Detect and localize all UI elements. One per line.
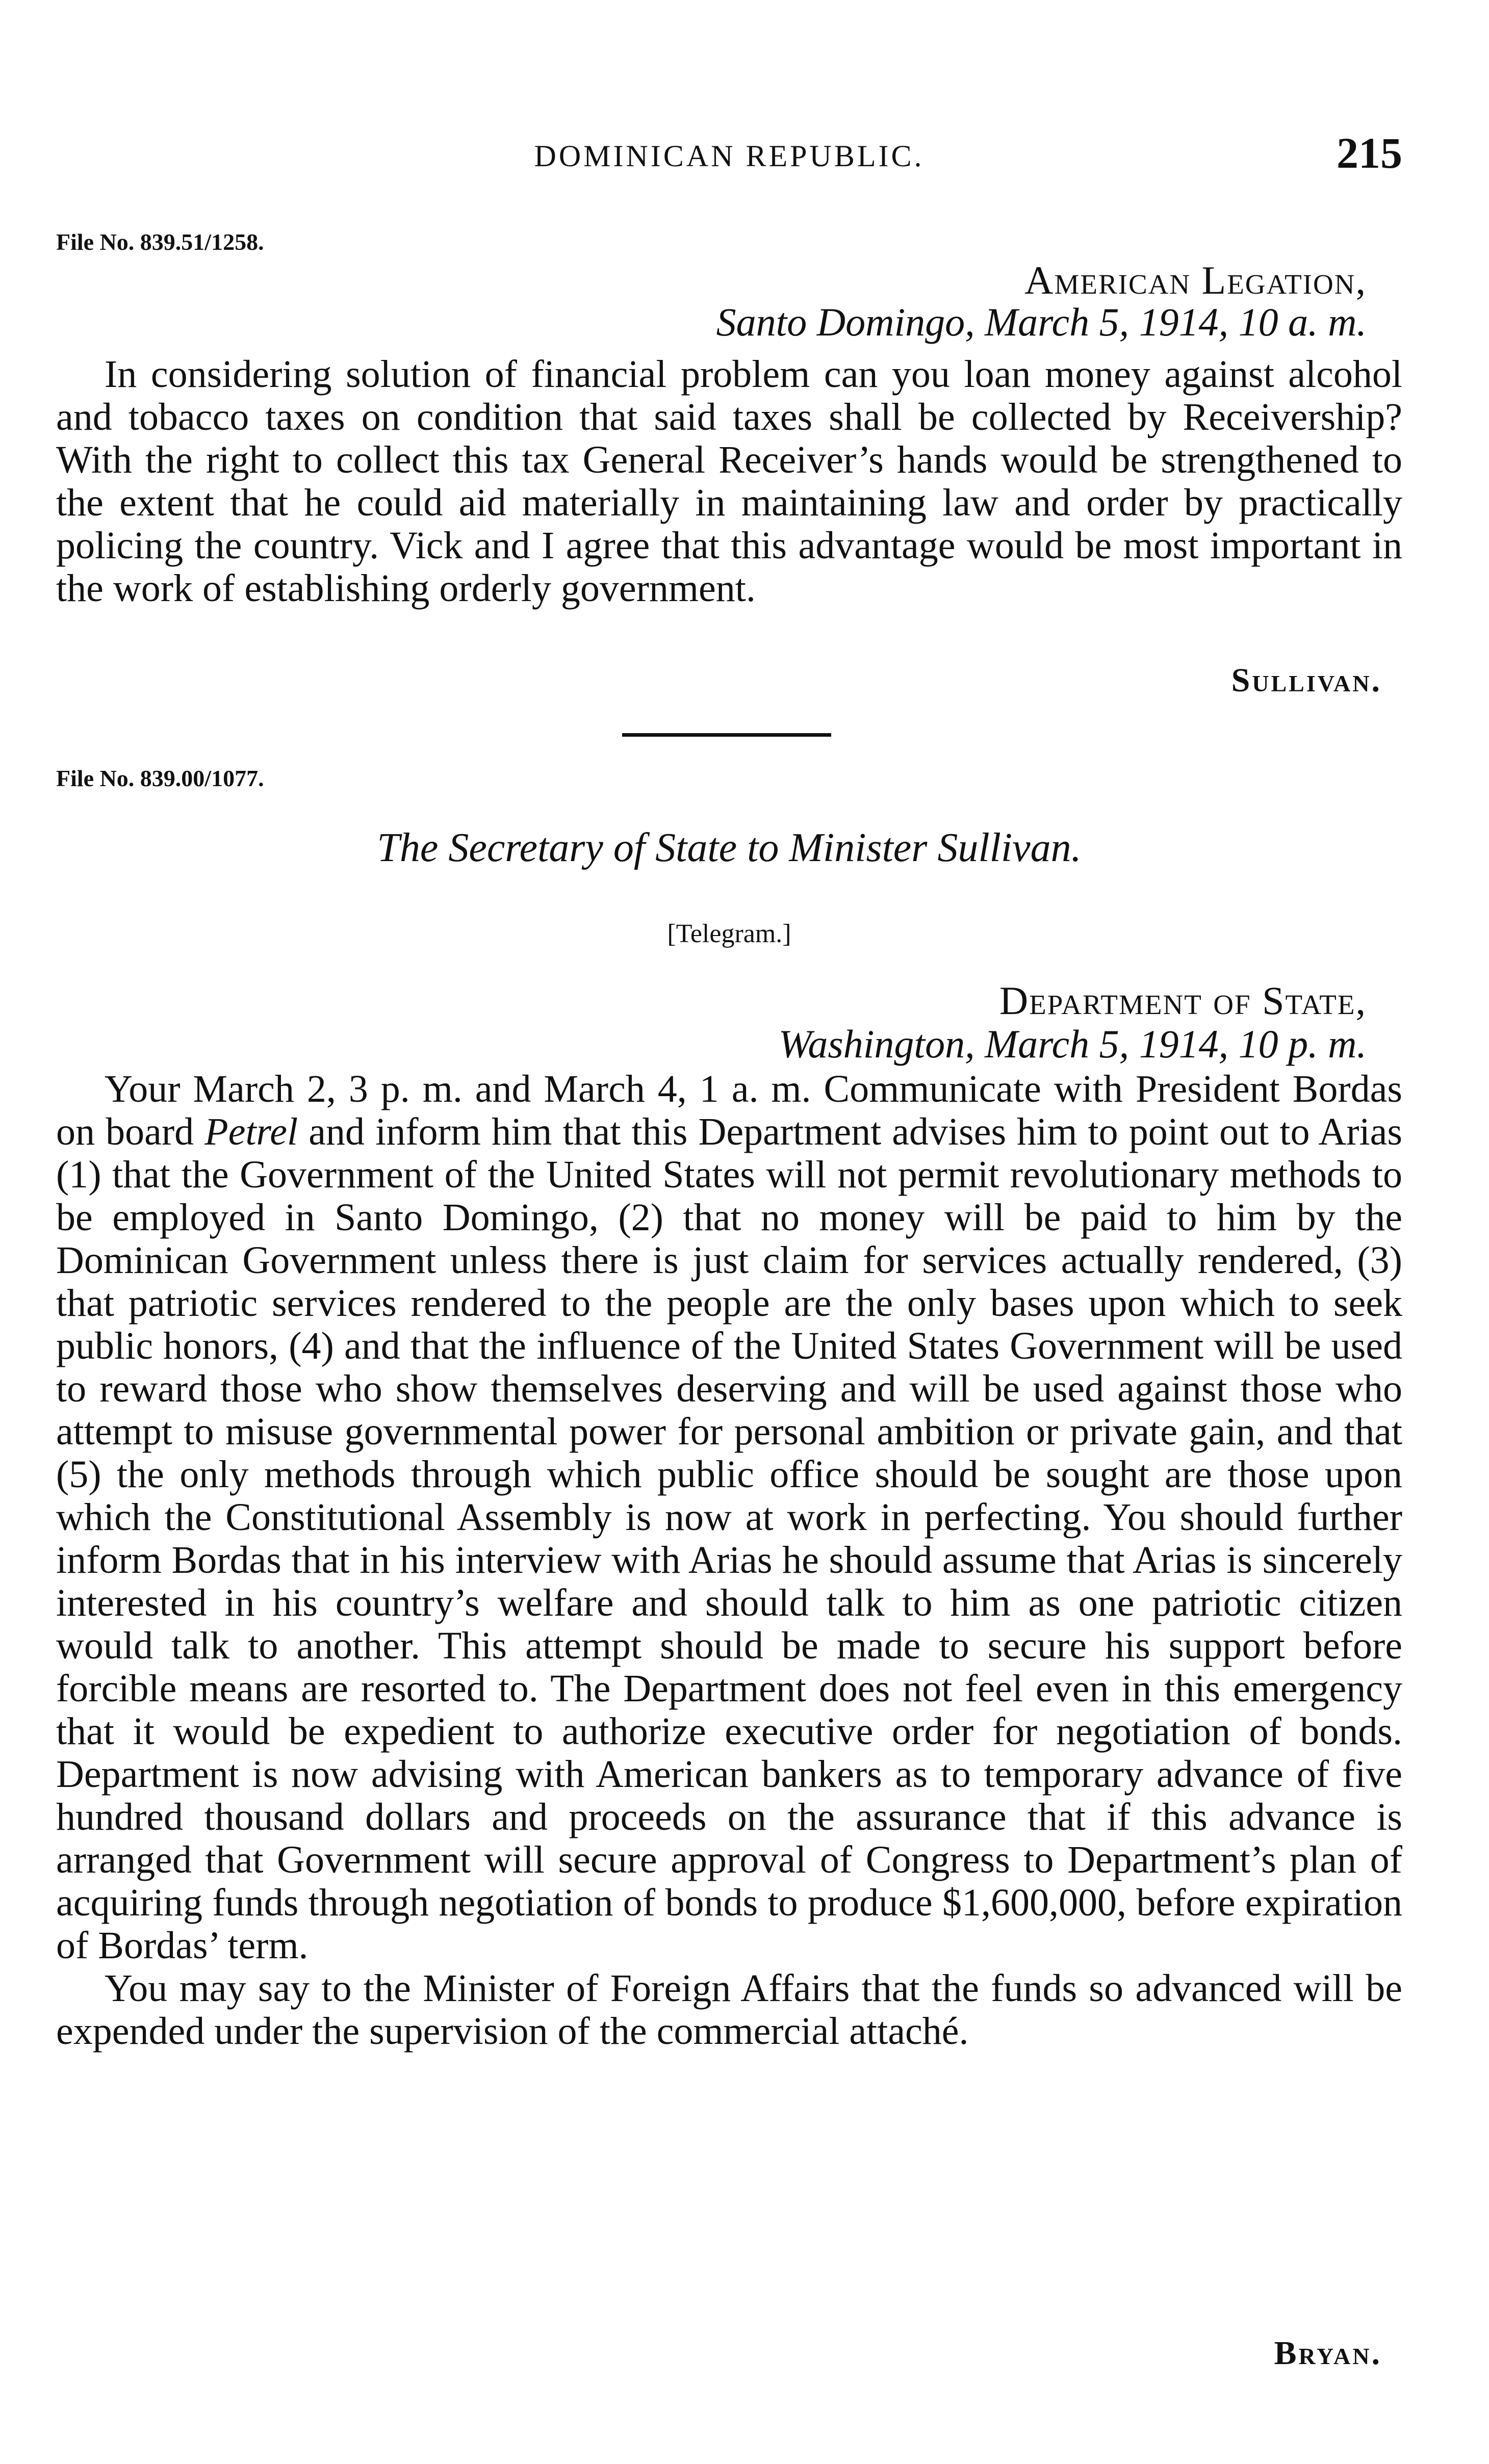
document-title: The Secretary of State to Minister Sullivan. (377, 825, 1082, 870)
page-number: 215 (1337, 128, 1402, 177)
file-number-2: File No. 839.00/1077. (56, 765, 264, 791)
document-page (56, 0, 1402, 2464)
section-divider (622, 733, 831, 737)
file-number-1: File No. 839.51/1258. (56, 229, 264, 255)
department-heading: Department of State, (999, 978, 1367, 1023)
running-title: DOMINICAN REPUBLIC. (534, 139, 925, 173)
message-body-2 (56, 1068, 1402, 2053)
telegram-note: [Telegram.] (667, 919, 791, 948)
ship-name: Petrel (204, 1110, 298, 1153)
paragraph: You may say to the Minister of Foreign Affairs that the funds so advanced will be expended under the supervision of the commercial attaché. (56, 1967, 1402, 2053)
message-body-1 (56, 353, 1402, 610)
dateline-1: Santo Domingo, March 5, 1914, 10 a. m. (716, 300, 1367, 344)
dateline-2: Washington, March 5, 1914, 10 p. m. (778, 1022, 1367, 1066)
paragraph: Your March 2, 3 p. m. and March 4, 1 a. m. Communicate with President Bordas on board Petrel and inform him that this Department advises him to point out to Arias (1) that the Government of the United States will not permit revolutionary methods to be employed in Santo Domingo, (2) that no money will be paid to him by the Dominican Government unless there is just claim for services actually rendered, (3) that patriotic services rendered to the people are the only bases upon which to seek public honors, (4) and that the influence of the United States Government will be used to reward those who show themselves deserving and will be used against those who attempt to misuse governmental power for personal ambition or private gain, and that (5) the only methods through which public office should be sought are those upon which the Constitutional Assembly is now at work in perfecting. You should further inform Bordas that in his interview with Arias he should assume that Arias is sincerely interested in his country’s welfare and should talk to him as one patriotic citizen would talk to another. This attempt should be made to secure his support before forcible means are resorted to. The Department does not feel even in this emergency that it would be expedient to authorize executive order for negotiation of bonds. Department is now advising with American bankers as to temporary advance of five hundred thousand dollars and proceeds on the assurance that if this advance is arranged that Government will secure approval of Congress to Department’s plan of acquiring funds through negotiation of bonds to produce $1,600,000, before expiration of Bordas’ term. (56, 1068, 1402, 1967)
running-head (56, 127, 1402, 178)
signature-sullivan: Sullivan. (1231, 662, 1382, 699)
signature-bryan: Bryan. (1274, 2335, 1382, 2372)
paragraph: In considering solution of financial problem can you loan money against alcohol and tobacco taxes on condition that said taxes shall be collected by Receivership? With the right to collect this tax General Receiver’s hands would be strengthened to the extent that he could aid materially in maintaining law and order by practically policing the country. Vick and I agree that this advantage would be most important in the work of establishing orderly government. (56, 353, 1402, 610)
legation-heading: American Legation, (1024, 258, 1367, 302)
